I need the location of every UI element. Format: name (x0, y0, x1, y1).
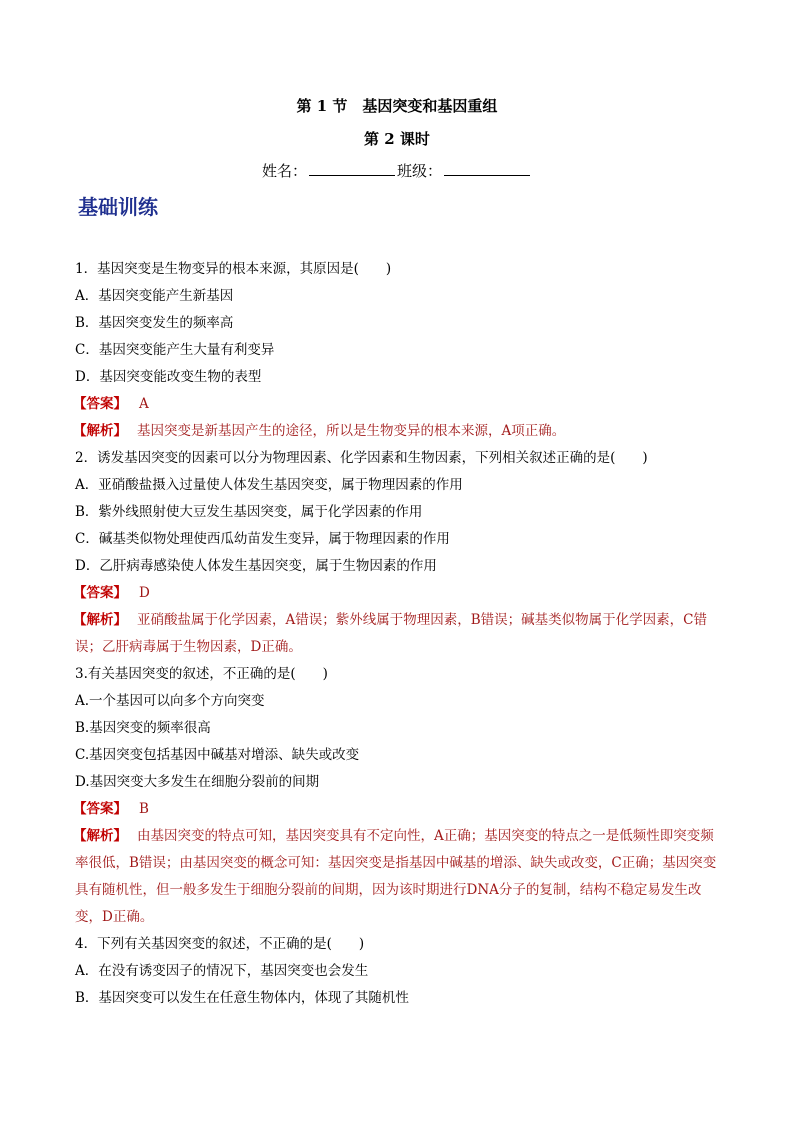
question-option: A．亚硝酸盐摄入过量使人体发生基因突变，属于物理因素的作用 (75, 477, 463, 493)
question-option: B．基因突变可以发生在任意生物体内，体现了其随机性 (75, 990, 409, 1006)
explanation-label: 【解析】 (73, 828, 127, 844)
lesson-subtitle: 第 2 课时 (364, 130, 430, 148)
explanation-label: 【解析】 (73, 612, 127, 628)
answer-label: 【答案】 (73, 801, 127, 817)
question-option: A．基因突变能产生新基因 (75, 288, 234, 304)
answer-value: B (139, 801, 149, 817)
section-title: 基础训练 (78, 195, 158, 219)
student-info-row (0, 160, 794, 181)
question-option: B.基因突变的频率很高 (75, 720, 211, 736)
question-stem: 1．基因突变是生物变异的根本来源，其原因是( ) (75, 261, 392, 277)
class-blank[interactable] (444, 161, 530, 176)
answer-row (75, 580, 721, 607)
explanation-text: 亚硝酸盐属于化学因素，A错误；紫外线属于物理因素，B错误；碱基类似物属于化学因素，C错误；乙肝病毒属于生物因素，D正确。 (75, 612, 707, 655)
question-option: C.基因突变包括基因中碱基对增添、缺失或改变 (75, 747, 360, 763)
explanation-row (75, 823, 721, 931)
explanation-text: 基因突变是新基因产生的途径，所以是生物变异的根本来源，A项正确。 (137, 423, 566, 439)
name-label: 姓名： (261, 162, 307, 180)
lesson-title: 第 1 节 基因突变和基因重组 (296, 97, 498, 115)
question-option: C．基因突变能产生大量有利变异 (75, 342, 275, 358)
answer-label: 【答案】 (73, 396, 127, 412)
question-option: A.一个基因可以向多个方向突变 (75, 693, 265, 709)
question-option: D．乙肝病毒感染使人体发生基因突变，属于生物因素的作用 (75, 558, 437, 574)
name-blank[interactable] (309, 161, 395, 176)
explanation-row (75, 607, 721, 661)
explanation-text: 由基因突变的特点可知，基因突变具有不定向性，A正确；基因突变的特点之一是低频性即突变频率很低，B错误；由基因突变的概念可知：基因突变是指基因中碱基的增添、缺失或改变，C正确；基因突变具有随机性，但一般多发生于细胞分裂前的间期，因为该时期进行DNA分子的复制，结构不稳定易发生改变，D正确。 (75, 828, 717, 925)
answer-value: D (139, 585, 150, 601)
question-option: D.基因突变大多发生在细胞分裂前的间期 (75, 774, 320, 790)
question-option: C．碱基类似物处理使西瓜幼苗发生变异，属于物理因素的作用 (75, 531, 450, 547)
question-option: B．基因突变发生的频率高 (75, 315, 234, 331)
answer-label: 【答案】 (73, 585, 127, 601)
answer-row (75, 391, 721, 418)
answer-value: A (139, 396, 149, 412)
explanation-row (75, 418, 721, 445)
question-option: B．紫外线照射使大豆发生基因突变，属于化学因素的作用 (75, 504, 423, 520)
explanation-label: 【解析】 (73, 423, 127, 439)
question-stem: 2．诱发基因突变的因素可以分为物理因素、化学因素和生物因素，下列相关叙述正确的是( ) (75, 450, 648, 466)
question-stem: 3.有关基因突变的叙述，不正确的是( ) (75, 666, 328, 682)
question-list (75, 256, 721, 1012)
answer-row (75, 796, 721, 823)
question-option: A．在没有诱变因子的情况下，基因突变也会发生 (75, 963, 369, 979)
class-label: 班级： (397, 162, 443, 180)
question-option: D．基因突变能改变生物的表型 (75, 369, 262, 385)
question-stem: 4．下列有关基因突变的叙述，不正确的是( ) (75, 936, 365, 952)
